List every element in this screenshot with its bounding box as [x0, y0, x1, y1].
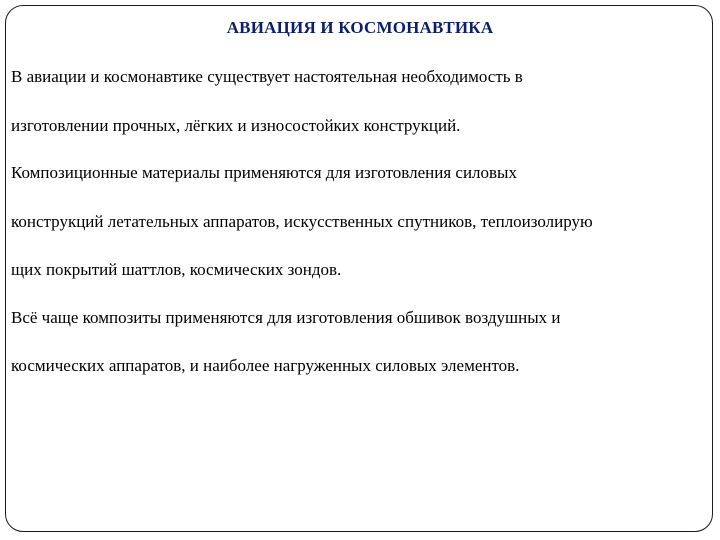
body-text-line: космических аппаратов, и наиболее нагруженных силовых элементов.: [11, 356, 520, 375]
body-text-line: щих покрытий шаттлов, космических зондов.: [11, 260, 342, 279]
slide-frame: [5, 5, 713, 532]
body-text-line: Композиционные материалы применяются для изготовления силовых: [11, 163, 517, 182]
body-text-line: В авиации и космонавтике существует настоятельная необходимость в: [11, 67, 523, 86]
body-text-line: изготовлении прочных, лёгких и износостойких конструкций.: [11, 116, 461, 135]
body-text-line: конструкций летательных аппаратов, искусственных спутников, теплоизолирую: [11, 212, 593, 231]
slide-title: АВИАЦИЯ И КОСМОНАВТИКА: [226, 18, 494, 37]
body-text-line: Всё чаще композиты применяются для изготовления обшивок воздушных и: [11, 308, 561, 327]
